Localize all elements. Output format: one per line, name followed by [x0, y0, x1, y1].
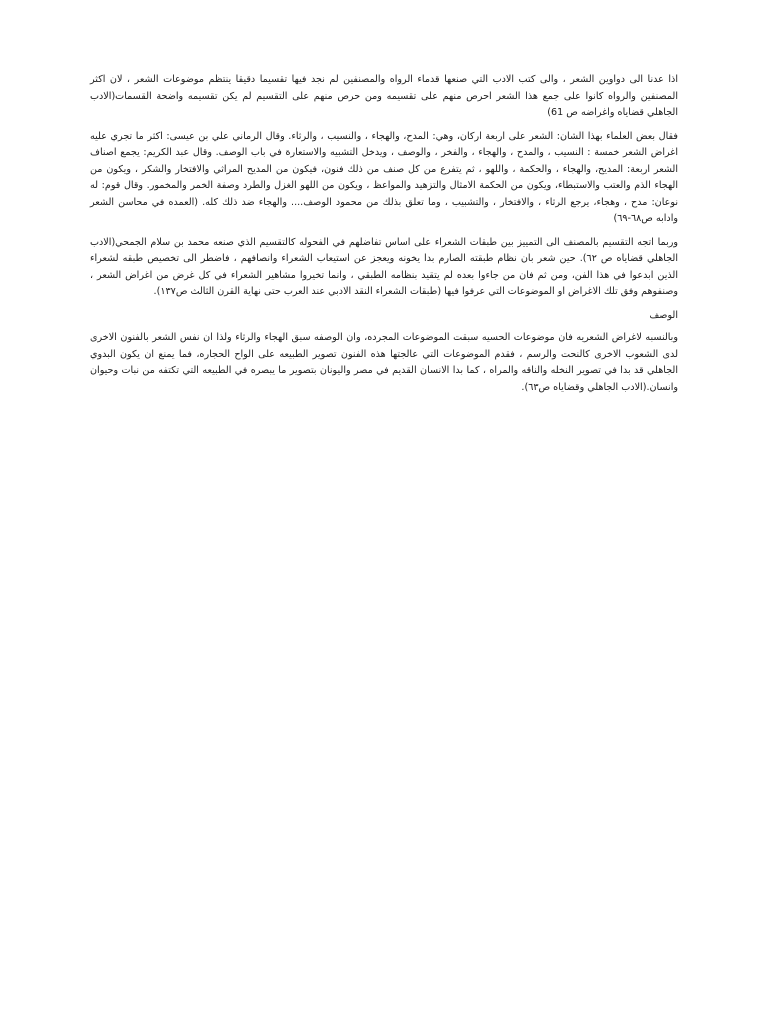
paragraph-poetry-pillars: فقال بعض العلماء بهذا الشان: الشعر على اربعة اركان، وهي: المدح، والهجاء ، والنسيب ، والرثاء. وقال الرماني علي بن عيسى: اكثر ما تجري عليه اغراض الشعر خمسة : النسيب ، والمدح ، والهجاء ، والفخر ، والوصف ، ويدخل التشبيه والاستعارة في باب الوصف. وقال عبد الكريم: يجمع اصناف الشعر اربعة: المديح، والهجاء ، والحكمة ، واللهو ، ثم يتفرع من كل صنف من ذلك فنون، فيكون من المديح المراثي والافتخار والشكر ، ويكون من الهجاء الذم والعتب والاستبطاء، ويكون من الحكمة الامثال والتزهيد والمواعظ ، ويكون من اللهو الغزل والطرد وصفة الخمر والمخمور. وقال قوم: له نوعان: مدح ، وهجاء، يرجع الرثاء ، والافتخار ، والتشبيب ، وما تعلق بذلك من محمود الوصف.... والهجاء ضد ذلك كله. (العمده في محاسن الشعر وادابه ص٦٨-٦٩)	[90, 130, 678, 224]
paragraph-poet-classes: وربما اتجه التقسيم بالمصنف الى التمييز بين طبقات الشعراء على اساس تفاضلهم في الفحوله كالتقسيم الذي صنعه محمد بن سلام الجمحي(الادب الجاهلي قضاياه ص ٦٢). حين شعر بان نظام طبقته الصارم بدا يخونه ويعجز عن استيعاب الشعراء وانصافهم ، فاضطر الى تخصيص طبقه لشعراء الذين ابدعوا في هذا الفن، ومن ثم فان من جاءوا بعده لم يتقيد بنظامه الطبقي ، وانما تخيروا مشاهير الشعراء في كل غرض من اغراض الشعر ، وصنفوهم وفق تلك الاغراض او الموضوعات التي عرفوا فيها (طبقات الشعراء النقد الادبي عند العرب حتى نهاية القرن الثالث ص١٣٧).	[90, 236, 678, 297]
document-body	[90, 72, 678, 403]
section-heading-description: الوصف	[649, 309, 678, 321]
paragraph-intro: اذا عدنا الى دواوين الشعر ، والى كتب الادب التي صنعها قدماء الرواه والمصنفين لم نجد فيها تقسيما دقيقا ينتظم موضوعات الشعر ، لان اكثر المصنفين والرواه كانوا على جمع هذا الشعر احرص منهم على تقسيمه ومن حرص منهم على التقسيم لم يكن تقسيمه واضحة القسمات(الادب الجاهلي قضاياه واغراضه ص 61)	[90, 74, 678, 118]
paragraph-description: وبالنسبه لاغراض الشعريه فان موضوعات الحسيه سبقت الموضوعات المجرده، وان الوصفه سبق الهجاء والرثاء ولذا ان نفس الشعر بالفنون الاخرى لدى الشعوب الاخرى كالنحت والرسم ، فقدم الموضوعات التي عالجتها هذه الفنون تصوير الطبيعه على الواح الحجاره، فما يمنع ان يكون البدوي الجاهلي قد بدا في تصوير النخله والناقه والمراه ، كما بدا الانسان القديم في مصر واليونان بتصوير ما يبصره في الطبيعه التي تكتفه من نبات وحيوان وانسان.(الادب الجاهلي وقضاياه ص٦٣).	[90, 332, 678, 393]
